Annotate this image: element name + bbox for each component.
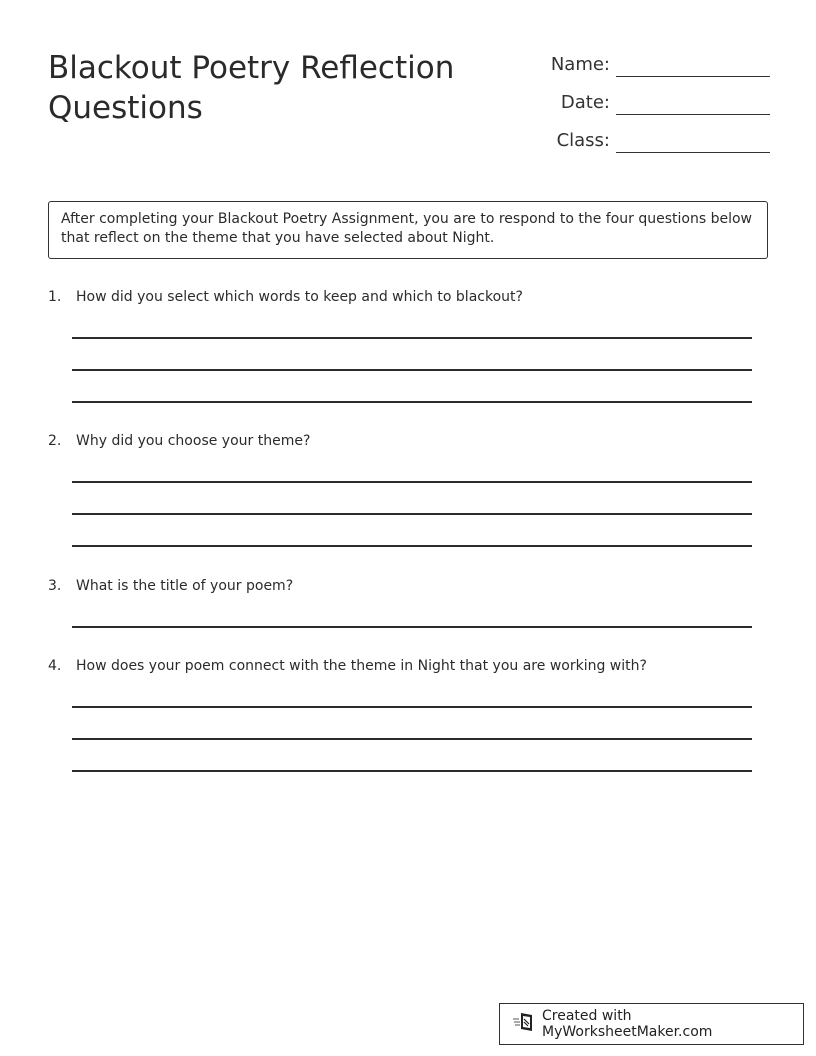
footer-text: Created with MyWorksheetMaker.com (542, 1008, 713, 1040)
answer-line[interactable] (72, 770, 752, 772)
name-field[interactable] (551, 50, 770, 77)
class-label: Class: (556, 130, 610, 151)
class-input-line[interactable] (616, 126, 770, 153)
answer-line[interactable] (72, 481, 752, 483)
answer-line[interactable] (72, 626, 752, 628)
answer-line[interactable] (72, 401, 752, 403)
question-number: 1. (48, 289, 62, 305)
question-text: What is the title of your poem? (76, 578, 294, 594)
date-input-line[interactable] (616, 88, 770, 115)
page-title: Blackout Poetry Reflection Questions (48, 50, 455, 126)
worksheet-logo-icon (512, 1011, 542, 1037)
answer-line[interactable] (72, 369, 752, 371)
question-1 (48, 289, 523, 305)
name-input-line[interactable] (616, 50, 770, 77)
question-3 (48, 578, 293, 594)
question-4 (48, 658, 647, 674)
question-number: 3. (48, 578, 62, 594)
answer-line[interactable] (72, 545, 752, 547)
date-label: Date: (560, 92, 610, 113)
answer-line[interactable] (72, 706, 752, 708)
question-text: Why did you choose your theme? (76, 433, 311, 449)
class-field[interactable] (557, 126, 770, 153)
answer-line[interactable] (72, 513, 752, 515)
instructions-box: After completing your Blackout Poetry Assignment, you are to respond to the four questions below that reflect on the theme that you have selected about Night. (48, 201, 768, 259)
question-number: 4. (48, 658, 62, 674)
date-field[interactable] (561, 88, 770, 115)
question-2 (48, 433, 310, 449)
question-text: How did you select which words to keep and which to blackout? (76, 289, 523, 305)
question-number: 2. (48, 433, 62, 449)
answer-line[interactable] (72, 738, 752, 740)
name-label: Name: (550, 54, 610, 75)
answer-line[interactable] (72, 337, 752, 339)
question-text: How does your poem connect with the theme in Night that you are working with? (76, 658, 647, 674)
footer-credit[interactable] (499, 1003, 804, 1045)
